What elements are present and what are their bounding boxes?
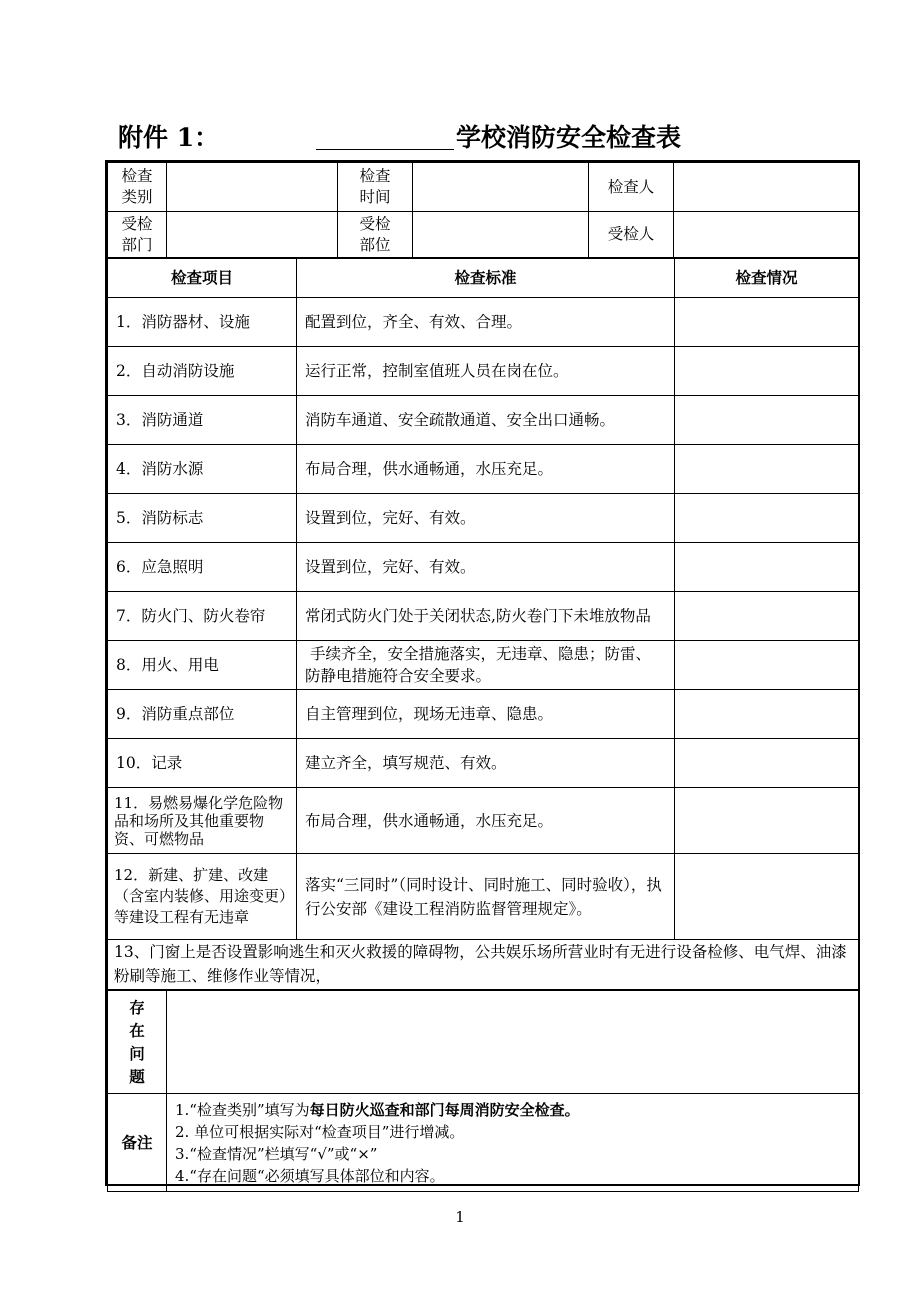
col-header-result: 检查情况: [675, 259, 859, 298]
standard-cell: 手续齐全，安全措施落实，无违章、隐患；防雷、防静电措施符合安全要求。: [297, 641, 675, 690]
result-cell[interactable]: [675, 690, 859, 739]
footer-table: [107, 990, 859, 1192]
inspected-dept-field[interactable]: [167, 212, 338, 258]
table-row: [108, 494, 859, 543]
inspected-dept-label: 受检 部门: [108, 212, 167, 258]
item-cell: 10．记录: [108, 739, 297, 788]
table-row: [108, 690, 859, 739]
item-cell: 8．用火、用电: [108, 641, 297, 690]
remark-line-1: [175, 1099, 850, 1121]
table-row: [108, 641, 859, 690]
item-cell: 5．消防标志: [108, 494, 297, 543]
item-cell: 1．消防器材、设施: [108, 298, 297, 347]
standard-cell: 常闭式防火门处于关闭状态,防火卷门下未堆放物品: [297, 592, 675, 641]
remarks-content: [167, 1094, 859, 1192]
inspect-type-label: 检查 类别: [108, 163, 167, 212]
school-name-blank[interactable]: [316, 149, 454, 150]
table-row: [108, 445, 859, 494]
table-row: [108, 347, 859, 396]
result-cell[interactable]: [675, 788, 859, 854]
problems-label-char: 题: [129, 1067, 145, 1086]
item-cell: 9．消防重点部位: [108, 690, 297, 739]
item-cell: 4．消防水源: [108, 445, 297, 494]
result-cell[interactable]: [675, 347, 859, 396]
remark-line-2: 2. 单位可根据实际对“检查项目”进行增减。: [175, 1122, 465, 1141]
standard-cell: 设置到位，完好、有效。: [297, 543, 675, 592]
standard-cell: 布局合理，供水通畅通，水压充足。: [297, 445, 675, 494]
problems-label-char: 在: [129, 1021, 145, 1040]
col-header-item: 检查项目: [108, 259, 297, 298]
table-row-13: [108, 940, 859, 990]
inspector-field[interactable]: [674, 163, 859, 212]
header-table: [107, 162, 859, 258]
problems-label: [108, 991, 167, 1094]
table-row: [108, 788, 859, 854]
item-cell: 3．消防通道: [108, 396, 297, 445]
standard-cell: 配置到位，齐全、有效、合理。: [297, 298, 675, 347]
page-title: 学校消防安全检查表: [456, 123, 682, 152]
result-cell[interactable]: [675, 543, 859, 592]
page-number: 1: [455, 1208, 465, 1226]
result-cell[interactable]: [675, 592, 859, 641]
remark-line-1-bold: 每日防火巡查和部门每周消防安全检查。: [309, 1100, 580, 1119]
remarks-label: 备注: [108, 1094, 167, 1192]
table-row: [108, 396, 859, 445]
col-header-standard: 检查标准: [297, 259, 675, 298]
result-cell[interactable]: [675, 739, 859, 788]
problems-field[interactable]: [167, 991, 859, 1094]
result-cell[interactable]: [675, 854, 859, 940]
inspected-site-label: 受检 部位: [338, 212, 413, 258]
problems-label-char: 问: [129, 1044, 145, 1063]
inspectee-field[interactable]: [674, 212, 859, 258]
standard-cell: 设置到位，完好、有效。: [297, 494, 675, 543]
inspect-time-field[interactable]: [413, 163, 589, 212]
table-row: [108, 854, 859, 940]
item-cell: 2．自动消防设施: [108, 347, 297, 396]
row13-cell: 13、门窗上是否设置影响逃生和灭火救援的障碍物，公共娱乐场所营业时有无进行设备检修、电气焊、油漆粉刷等施工、维修作业等情况，: [108, 940, 859, 990]
standard-cell: 建立齐全，填写规范、有效。: [297, 739, 675, 788]
result-cell[interactable]: [675, 445, 859, 494]
item-cell: 7．防火门、防火卷帘: [108, 592, 297, 641]
standard-cell: 布局合理，供水通畅通，水压充足。: [297, 788, 675, 854]
problems-label-char: 存: [129, 998, 145, 1017]
table-row: [108, 543, 859, 592]
table-row: [108, 298, 859, 347]
table-row: [108, 592, 859, 641]
inspect-type-field[interactable]: [167, 163, 338, 212]
inspectee-label: 受检人: [589, 212, 674, 258]
items-table: [107, 258, 859, 990]
item-cell: 12．新建、扩建、改建（含室内装修、用途变更）等建设工程有无违章: [108, 854, 297, 940]
remark-line-3: 3.“检查情况”栏填写“√”或“×”: [175, 1144, 378, 1163]
standard-cell: 运行正常，控制室值班人员在岗在位。: [297, 347, 675, 396]
standard-cell: 消防车通道、安全疏散通道、安全出口通畅。: [297, 396, 675, 445]
inspector-label: 检查人: [589, 163, 674, 212]
table-row: [108, 739, 859, 788]
title-row: [118, 118, 818, 158]
result-cell[interactable]: [675, 298, 859, 347]
item-cell: 11．易燃易爆化学危险物品和场所及其他重要物资、可燃物品: [108, 788, 297, 854]
inspection-form: [105, 160, 860, 1186]
remark-line-4: 4.“存在问题“必须填写具体部位和内容。: [175, 1166, 445, 1185]
result-cell[interactable]: [675, 494, 859, 543]
attachment-label: 附件 1：: [118, 123, 220, 152]
standard-cell: 自主管理到位，现场无违章、隐患。: [297, 690, 675, 739]
inspect-time-label: 检查 时间: [338, 163, 413, 212]
item-cell: 6．应急照明: [108, 543, 297, 592]
result-cell[interactable]: [675, 641, 859, 690]
result-cell[interactable]: [675, 396, 859, 445]
standard-cell: 落实“三同时”（同时设计、同时施工、同时验收），执行公安部《建设工程消防监督管理规定》。: [297, 854, 675, 940]
remark-line-1-prefix: 1.“检查类别”填写为: [175, 1100, 310, 1119]
inspected-site-field[interactable]: [413, 212, 589, 258]
